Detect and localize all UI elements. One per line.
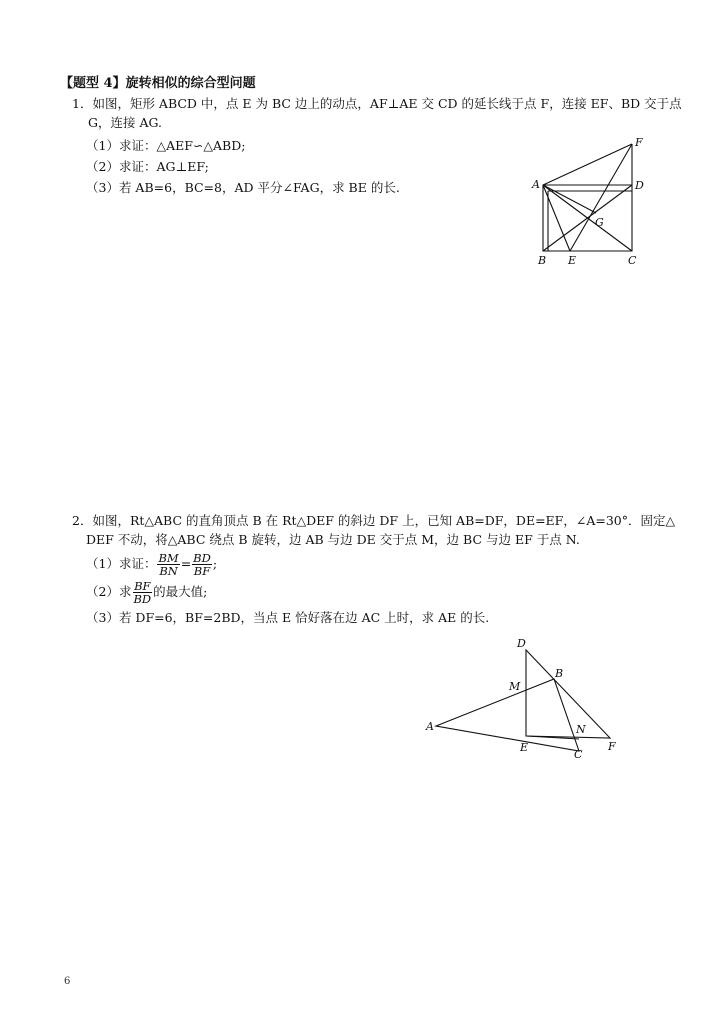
label-a: A — [532, 178, 540, 191]
fraction-denominator: BN — [159, 564, 178, 578]
q1-subquestion-1: （1）求证：△AEF∽△ABD; — [86, 138, 246, 153]
q2-text-line1: 2．如图，Rt△ABC 的直角顶点 B 在 Rt△DEF 的斜边 DF 上，已知 AB=DF，DE=EF，∠A=30°．固定△ — [72, 513, 676, 528]
q1-text-line1: 1．如图，矩形 ABCD 中，点 E 为 BC 边上的动点，AF⊥AE 交 CD 的延长线于点 F，连接 EF、BD 交于点 — [72, 96, 682, 111]
q2-text-line2: DEF 不动，将△ABC 绕点 B 旋转，边 AB 与边 DE 交于点 M，边 BC 与边 EF 于点 N. — [86, 532, 580, 547]
segment-af — [543, 144, 632, 185]
q2-item2-prefix: （2）求 — [86, 584, 132, 599]
q2-subquestion-2 — [86, 579, 207, 605]
q2-item1-prefix: （1）求证： — [86, 556, 157, 571]
q2-subquestion-3: （3）若 DF=6，BF=2BD，当点 E 恰好落在边 AC 上时，求 AE 的长. — [86, 610, 490, 625]
triangle-def — [526, 650, 610, 738]
label-f: F — [608, 740, 616, 753]
segment-ef — [570, 144, 632, 251]
label-c: C — [574, 748, 583, 761]
q2-subquestion-1 — [86, 551, 217, 577]
label-f: F — [635, 136, 643, 149]
fraction-bm-bn — [157, 552, 179, 577]
fraction-bf-bd — [132, 580, 152, 605]
label-e: E — [568, 254, 577, 267]
fraction-numerator: BD — [193, 551, 211, 565]
fraction-denominator: BD — [133, 592, 152, 606]
label-n: N — [576, 723, 586, 736]
fraction-denominator: BF — [193, 564, 211, 578]
fraction-bd-bf — [192, 552, 212, 577]
label-b: B — [538, 254, 547, 267]
fraction-numerator: BF — [134, 579, 151, 593]
label-a: A — [426, 720, 434, 733]
label-d: D — [517, 637, 526, 650]
label-b: B — [555, 667, 564, 680]
segment-ag — [543, 185, 596, 213]
equals-sign: = — [180, 556, 192, 571]
label-c: C — [628, 254, 637, 267]
label-e: E — [520, 741, 529, 754]
q1-text-line2: G，连接 AG. — [88, 115, 162, 130]
q1-subquestion-2: （2）求证：AG⊥EF; — [86, 159, 209, 174]
q1-geometry-figure — [528, 136, 652, 268]
q2-item2-suffix: 的最大值; — [153, 584, 208, 599]
triangle-abc — [436, 679, 579, 751]
q2-geometry-figure — [424, 632, 624, 762]
q2-item1-suffix: ; — [212, 556, 218, 571]
label-m: M — [509, 680, 521, 693]
label-g: G — [595, 216, 604, 229]
label-d: D — [635, 179, 644, 192]
q1-subquestion-3: （3）若 AB=6，BC=8，AD 平分∠FAG，求 BE 的长. — [86, 180, 400, 195]
fraction-numerator: BM — [158, 551, 179, 565]
page-number: 6 — [64, 976, 71, 987]
section-title: 【题型 4】旋转相似的综合型问题 — [60, 76, 256, 91]
